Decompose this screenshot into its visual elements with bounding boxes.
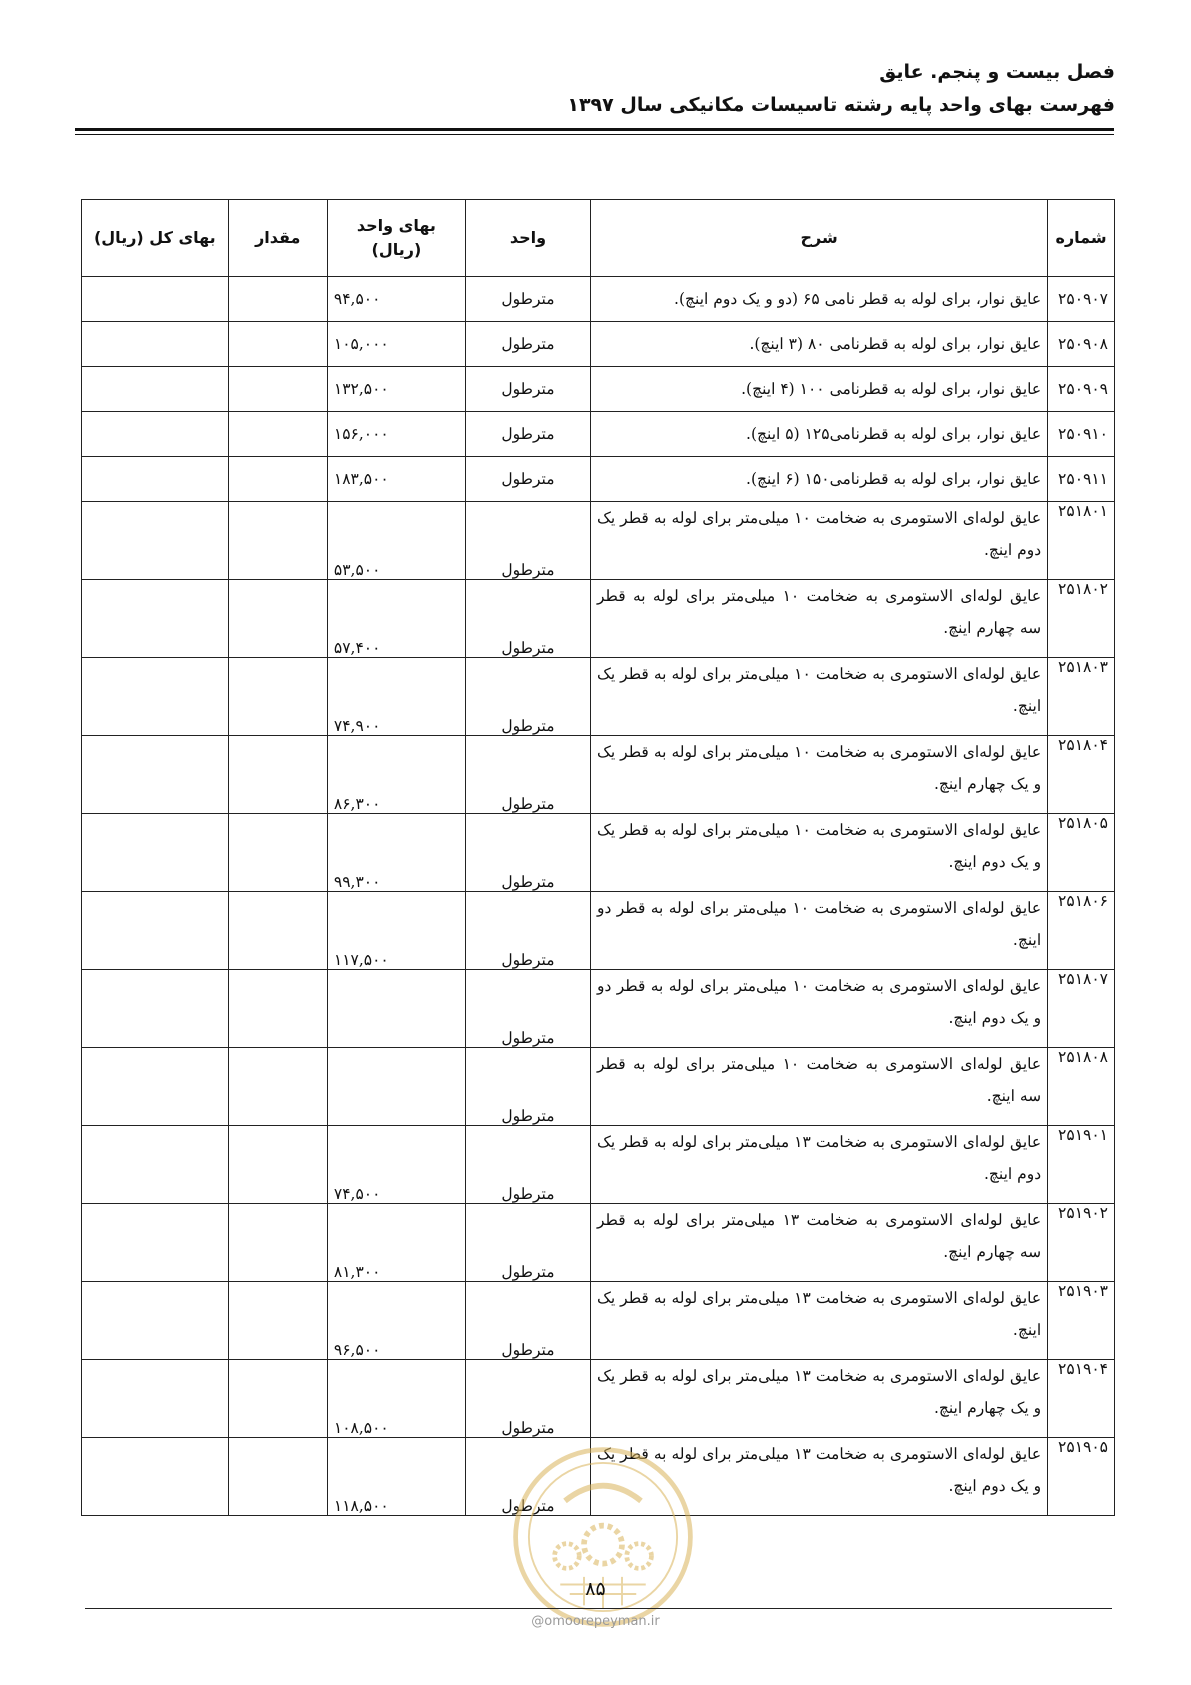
watermark-seal-icon [508,1442,698,1632]
table-row [82,1126,1115,1204]
item-total-price [82,970,229,1048]
item-total-price [82,322,229,367]
item-total-price [82,277,229,322]
page-header [75,58,1115,120]
table-body [82,277,1115,1516]
item-unit: مترطول [465,580,590,658]
item-unit-price: ۸۶,۳۰۰ [327,736,465,814]
item-description: عایق لوله‌ای الاستومری به ضخامت ۱۳ میلی‌متر برای لوله به قطر یک و یک چهارم اینچ. [590,1360,1047,1438]
item-unit: مترطول [465,322,590,367]
item-unit: مترطول [465,457,590,502]
item-description: عایق لوله‌ای الاستومری به ضخامت ۱۰ میلی‌متر برای لوله به قطر دو و یک دوم اینچ. [590,970,1047,1048]
item-unit-price [327,1048,465,1126]
item-unit: مترطول [465,1438,590,1516]
item-description: عایق لوله‌ای الاستومری به ضخامت ۱۰ میلی‌متر برای لوله به قطر دو اینچ. [590,892,1047,970]
table-row [82,1282,1115,1360]
item-unit-price: ۵۷,۴۰۰ [327,580,465,658]
item-unit-price: ۱۳۲,۵۰۰ [327,367,465,412]
item-quantity [228,1360,327,1438]
item-description: عایق لوله‌ای الاستومری به ضخامت ۱۰ میلی‌متر برای لوله به قطر سه اینچ. [590,1048,1047,1126]
table-row [82,736,1115,814]
item-unit: مترطول [465,1126,590,1204]
page-number: ۸۵ [585,1578,606,1600]
chapter-title: فصل بیست و پنجم. عایق [879,61,1115,83]
table-row [82,970,1115,1048]
item-unit-price: ۷۴,۵۰۰ [327,1126,465,1204]
price-table [81,199,1115,1516]
item-code: ۲۵۱۸۰۷ [1048,970,1115,1048]
item-code: ۲۵۱۹۰۱ [1048,1126,1115,1204]
item-description: عایق نوار، برای لوله به قطرنامی۱۵۰ (۶ اینچ). [590,457,1047,502]
header-rule-thin [75,134,1114,135]
item-total-price [82,1282,229,1360]
table-row [82,502,1115,580]
item-code: ۲۵۱۸۰۳ [1048,658,1115,736]
item-code: ۲۵۰۹۱۱ [1048,457,1115,502]
item-code: ۲۵۱۸۰۱ [1048,502,1115,580]
item-code: ۲۵۱۹۰۴ [1048,1360,1115,1438]
table-row [82,367,1115,412]
item-code: ۲۵۱۸۰۵ [1048,814,1115,892]
item-code: ۲۵۱۹۰۲ [1048,1204,1115,1282]
item-code: ۲۵۱۸۰۸ [1048,1048,1115,1126]
item-total-price [82,658,229,736]
item-unit-price: ۹۶,۵۰۰ [327,1282,465,1360]
item-unit-price: ۱۱۷,۵۰۰ [327,892,465,970]
item-total-price [82,1126,229,1204]
item-total-price [82,1204,229,1282]
item-total-price [82,580,229,658]
col-header-unit: واحد [465,200,590,277]
item-unit-price: ۱۸۳,۵۰۰ [327,457,465,502]
item-total-price [82,412,229,457]
item-quantity [228,457,327,502]
item-description: عایق لوله‌ای الاستومری به ضخامت ۱۳ میلی‌متر برای لوله به قطر یک دوم اینچ. [590,1126,1047,1204]
table-row [82,322,1115,367]
item-code: ۲۵۰۹۰۸ [1048,322,1115,367]
item-description: عایق نوار، برای لوله به قطرنامی ۸۰ (۳ اینچ). [590,322,1047,367]
item-unit: مترطول [465,1282,590,1360]
item-quantity [228,367,327,412]
table-row [82,892,1115,970]
item-code: ۲۵۰۹۰۷ [1048,277,1115,322]
item-unit-price: ۵۳,۵۰۰ [327,502,465,580]
item-quantity [228,412,327,457]
item-unit: مترطول [465,892,590,970]
item-quantity [228,502,327,580]
item-quantity [228,970,327,1048]
item-quantity [228,1048,327,1126]
item-unit: مترطول [465,658,590,736]
item-description: عایق نوار، برای لوله به قطر نامی ۶۵ (دو و یک دوم اینچ). [590,277,1047,322]
item-unit: مترطول [465,1048,590,1126]
item-quantity [228,277,327,322]
list-title: فهرست بهای واحد پایه رشته تاسیسات مکانیکی سال ۱۳۹۷ [567,94,1115,116]
item-unit: مترطول [465,1204,590,1282]
item-code: ۲۵۱۹۰۵ [1048,1438,1115,1516]
table-row [82,658,1115,736]
item-unit-price: ۱۵۶,۰۰۰ [327,412,465,457]
header-rule-thick [75,128,1114,131]
item-quantity [228,658,327,736]
item-quantity [228,1438,327,1516]
item-description: عایق نوار، برای لوله به قطرنامی۱۲۵ (۵ اینچ). [590,412,1047,457]
item-unit-price: ۱۰۵,۰۰۰ [327,322,465,367]
item-code: ۲۵۱۸۰۶ [1048,892,1115,970]
item-description: عایق لوله‌ای الاستومری به ضخامت ۱۰ میلی‌متر برای لوله به قطر یک و یک چهارم اینچ. [590,736,1047,814]
item-unit-price: ۸۱,۳۰۰ [327,1204,465,1282]
table-header-row [82,200,1115,277]
col-header-description: شرح [590,200,1047,277]
item-description: عایق لوله‌ای الاستومری به ضخامت ۱۳ میلی‌متر برای لوله به قطر سه چهارم اینچ. [590,1204,1047,1282]
item-unit: مترطول [465,970,590,1048]
item-unit: مترطول [465,412,590,457]
item-quantity [228,892,327,970]
table-row [82,412,1115,457]
item-quantity [228,1204,327,1282]
col-header-total-price: بهای کل (ریال) [82,200,229,277]
table-row [82,277,1115,322]
item-quantity [228,1282,327,1360]
item-unit-price: ۹۴,۵۰۰ [327,277,465,322]
item-quantity [228,814,327,892]
item-quantity [228,736,327,814]
item-total-price [82,502,229,580]
table-row [82,1204,1115,1282]
item-total-price [82,457,229,502]
item-description: عایق لوله‌ای الاستومری به ضخامت ۱۰ میلی‌متر برای لوله به قطر یک اینچ. [590,658,1047,736]
table-row [82,457,1115,502]
item-description: عایق لوله‌ای الاستومری به ضخامت ۱۰ میلی‌متر برای لوله به قطر یک دوم اینچ. [590,502,1047,580]
table-row [82,1048,1115,1126]
item-unit: مترطول [465,814,590,892]
item-unit: مترطول [465,367,590,412]
item-total-price [82,1360,229,1438]
item-code: ۲۵۰۹۱۰ [1048,412,1115,457]
item-total-price [82,367,229,412]
item-code: ۲۵۱۸۰۴ [1048,736,1115,814]
item-code: ۲۵۰۹۰۹ [1048,367,1115,412]
item-unit-price: ۱۱۸,۵۰۰ [327,1438,465,1516]
item-quantity [228,1126,327,1204]
item-code: ۲۵۱۹۰۳ [1048,1282,1115,1360]
item-code: ۲۵۱۸۰۲ [1048,580,1115,658]
item-description: عایق لوله‌ای الاستومری به ضخامت ۱۳ میلی‌متر برای لوله به قطر یک اینچ. [590,1282,1047,1360]
item-unit: مترطول [465,277,590,322]
item-total-price [82,814,229,892]
table-row [82,580,1115,658]
item-description: عایق لوله‌ای الاستومری به ضخامت ۱۳ میلی‌متر برای لوله به قطر یک و یک دوم اینچ. [590,1438,1047,1516]
col-header-unit-price: بهای واحد (ریال) [327,200,465,277]
item-quantity [228,580,327,658]
item-unit: مترطول [465,1360,590,1438]
website-link[interactable]: @omoorepeyman.ir [531,1614,660,1629]
item-total-price [82,736,229,814]
table-row [82,1360,1115,1438]
item-unit-price: ۹۹,۳۰۰ [327,814,465,892]
item-unit: مترطول [465,502,590,580]
item-total-price [82,1438,229,1516]
col-header-code: شماره [1048,200,1115,277]
item-description: عایق لوله‌ای الاستومری به ضخامت ۱۰ میلی‌متر برای لوله به قطر سه چهارم اینچ. [590,580,1047,658]
item-unit-price: ۱۰۸,۵۰۰ [327,1360,465,1438]
table-row [82,814,1115,892]
item-unit-price [327,970,465,1048]
footer-rule [85,1608,1112,1609]
item-quantity [228,322,327,367]
item-total-price [82,892,229,970]
item-description: عایق لوله‌ای الاستومری به ضخامت ۱۰ میلی‌متر برای لوله به قطر یک و یک دوم اینچ. [590,814,1047,892]
item-unit: مترطول [465,736,590,814]
item-description: عایق نوار، برای لوله به قطرنامی ۱۰۰ (۴ اینچ). [590,367,1047,412]
col-header-quantity: مقدار [228,200,327,277]
item-total-price [82,1048,229,1126]
item-unit-price: ۷۴,۹۰۰ [327,658,465,736]
